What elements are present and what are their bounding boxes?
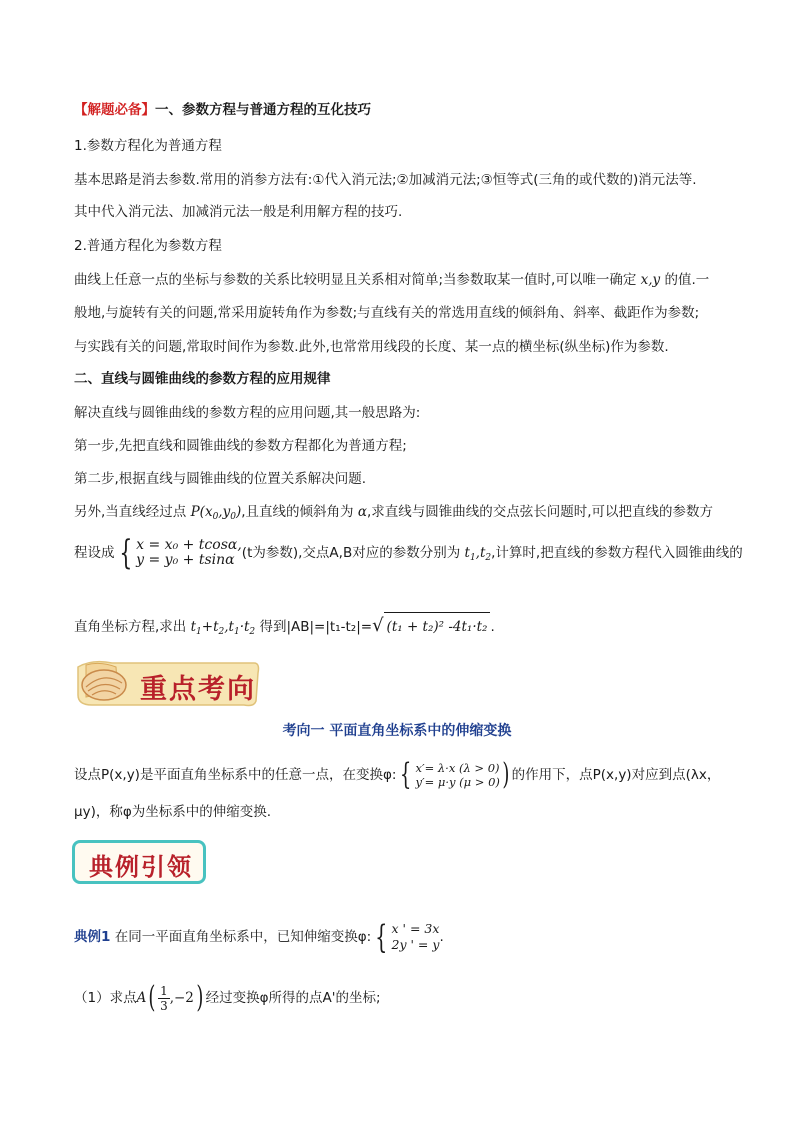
example-label: 典例1 bbox=[74, 929, 111, 945]
s2-line6-b: 得到|AB|=|t₁-t₂|= bbox=[259, 619, 373, 635]
p2-line2: 般地,与旋转有关的问题,常采用旋转角作为参数;与直线有关的常选用直线的倾斜角、斜率、截距作为参数; bbox=[74, 305, 700, 321]
banner2-text: 典例引领 bbox=[89, 852, 193, 881]
kaoxiang-title: 考向一 平面直角坐标系中的伸缩变换 bbox=[282, 723, 512, 739]
section2-heading: 二、直线与圆锥曲线的参数方程的应用规律 bbox=[74, 371, 331, 387]
example-sys2: 2y ' = y bbox=[391, 937, 440, 952]
sub2: 2.普通方程化为参数方程 bbox=[74, 238, 222, 254]
s2-line5-b: (t为参数),交点A,B对应的参数分别为 bbox=[241, 545, 461, 561]
frac-num: 1 bbox=[160, 983, 168, 998]
s2-line1: 解决直线与圆锥曲线的参数方程的应用问题,其一般思路为: bbox=[74, 405, 421, 421]
left-brace-icon-2: { bbox=[400, 757, 412, 792]
eq-x: x = x₀ + tcosα, bbox=[136, 537, 242, 553]
kaoxiang-line2: μy)，称φ为坐标系中的伸缩变换. bbox=[74, 804, 272, 820]
point-A: A bbox=[136, 990, 147, 1006]
banner1-text: 重点考向 bbox=[140, 674, 256, 705]
example-line1-text: 在同一平面直角坐标系中，已知伸缩变换φ: bbox=[114, 929, 372, 945]
left-paren-icon: ( bbox=[148, 980, 156, 1015]
p1-line2: 其中代入消元法、加减消元法一般是利用解方程的技巧. bbox=[74, 204, 403, 220]
s2-line4 bbox=[74, 502, 713, 527]
t1-t2-formula: $t_1,t_2$ bbox=[464, 545, 492, 563]
s2-line5-a: 程设成 bbox=[74, 545, 115, 561]
s2-line6: 直角坐标方程,求出 $t_1+t_2,t_1\cdot t_2$ 得到|AB|=|t₁-t₂|=√ (t₁ + t₂)² -4t₁·t₂ . bbox=[74, 612, 495, 644]
example-q1-a: （1）求点 bbox=[74, 990, 137, 1006]
s2-line3: 第二步,根据直线与圆锥曲线的位置关系解决问题. bbox=[74, 471, 367, 487]
fraction-one-third bbox=[158, 984, 170, 1013]
s2-line5-c: ,计算时,把直线的参数方程代入圆锥曲线的 bbox=[491, 545, 743, 561]
sqrt-content: (t₁ + t₂)² -4t₁·t₂ bbox=[384, 612, 491, 639]
s2-line4-c: ,求直线与圆锥曲线的交点弦长问题时,可以把直线的参数方 bbox=[366, 504, 714, 520]
example-line1: 典例1 在同一平面直角坐标系中，已知伸缩变换φ: { x ' = 3x 2y ' = y . bbox=[74, 918, 444, 956]
banner-key-directions bbox=[72, 657, 262, 709]
s2-line6-a: 直角坐标方程,求出 bbox=[74, 619, 187, 635]
eq-y: y = y₀ + tsinα bbox=[136, 552, 235, 568]
example-q1-b: 经过变换φ所得的点A'的坐标; bbox=[205, 990, 381, 1006]
section1-heading-line bbox=[74, 100, 371, 120]
s2-line4-b: ,且直线的倾斜角为 bbox=[241, 504, 354, 520]
p1-line1: 基本思路是消去参数.常用的消参方法有:①代入消元法;②加减消元法;③恒等式(三角的或代数的)消元法等. bbox=[74, 172, 697, 188]
right-paren-icon-2: ) bbox=[196, 980, 204, 1015]
right-paren-icon: ) bbox=[502, 757, 510, 792]
p2-line3: 与实践有关的问题,常取时间作为参数.此外,也常常用线段的长度、某一点的横坐标(纵坐标)作为参数. bbox=[74, 339, 669, 355]
kaoxiang-line1-b: 的作用下，点P(x,y)对应到点(λx， bbox=[511, 767, 721, 783]
tag-label: 【解题必备】 bbox=[74, 102, 155, 118]
point-A-y: ,−2 bbox=[169, 990, 194, 1006]
kaoxiang-line1 bbox=[74, 758, 720, 792]
p2-line1-b: 的值.一 bbox=[664, 272, 710, 288]
sys1: x′= λ·x (λ > 0) bbox=[415, 761, 500, 775]
alpha-symbol: α bbox=[357, 504, 367, 520]
p2-line1 bbox=[74, 270, 709, 290]
left-brace-icon-3: { bbox=[375, 918, 388, 956]
frac-den: 3 bbox=[160, 998, 168, 1013]
sqrt-sign-icon: √ bbox=[372, 615, 384, 636]
s2-line2: 第一步,先把直线和圆锥曲线的参数方程都化为普通方程; bbox=[74, 438, 407, 454]
t-sum-product-formula: $t_1+t_2,t_1\cdot t_2$ bbox=[190, 619, 256, 637]
sys2: y′= μ·y (μ > 0) bbox=[415, 775, 500, 789]
example-sys1: x ' = 3x bbox=[391, 921, 440, 936]
param-equation-system bbox=[136, 538, 242, 568]
kaoxiang-line1-a: 设点P(x,y)是平面直角坐标系中的任意一点，在变换φ: bbox=[74, 767, 397, 783]
sub1: 1.参数方程化为普通方程 bbox=[74, 138, 222, 154]
example-system bbox=[392, 921, 440, 953]
p2-line1-a: 曲线上任意一点的坐标与参数的关系比较明显且关系相对简单;当参数取某一值时,可以唯一确定 bbox=[74, 272, 637, 288]
shell-icon bbox=[78, 661, 130, 705]
example-q1 bbox=[74, 982, 381, 1014]
s2-line4-a: 另外,当直线经过点 bbox=[74, 504, 187, 520]
banner-typical-examples bbox=[72, 840, 206, 884]
s2-line5 bbox=[74, 533, 743, 573]
stretch-system bbox=[416, 761, 500, 789]
section1-heading: 一、参数方程与普通方程的互化技巧 bbox=[155, 102, 371, 118]
point-P-formula: $P(x_0,y_0)$ bbox=[190, 504, 242, 522]
p2-line1-xy: x,y bbox=[640, 272, 661, 288]
left-brace-icon: { bbox=[118, 533, 132, 573]
